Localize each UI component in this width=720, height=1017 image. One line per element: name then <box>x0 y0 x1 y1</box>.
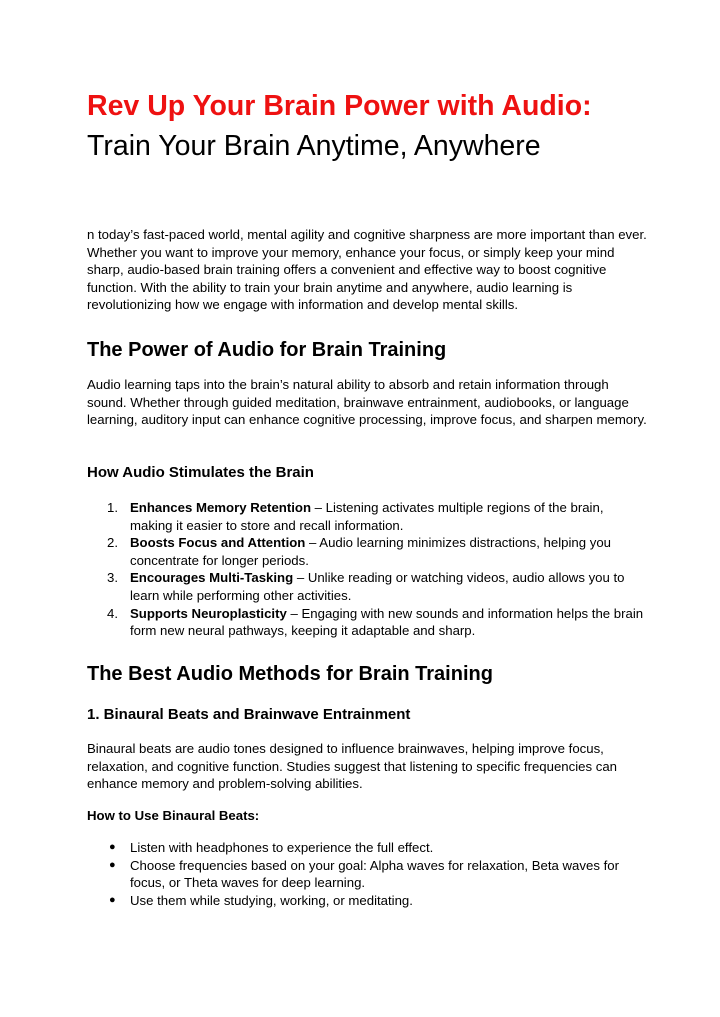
document-page <box>87 86 647 908</box>
title-accent: Rev Up Your Brain Power with Audio: <box>87 90 592 122</box>
title-rest: Train Your Brain Anytime, Anywhere <box>87 130 541 162</box>
bullet-icon: ● <box>109 841 116 853</box>
list-item-text: – Listening activates multiple regions of the brain, making it easier to store and recall information. <box>130 500 604 533</box>
list-item-title: Enhances Memory Retention <box>130 500 311 515</box>
intro-paragraph: n today’s fast-paced world, mental agility and cognitive sharpness are more important than ever. Whether you want to improve your memory, enhance your focus, or simply keep your mind sharp, audio-based brain training offers a convenient and effective way to boost cognitive function. With the ability to train your brain anytime and anywhere, audio learning is revolutionizing how we engage with information and develop mental skills. <box>87 227 647 313</box>
list-item-text: Listen with headphones to experience the full effect. <box>130 840 434 855</box>
list-item <box>87 857 647 892</box>
list-item-number: 1. <box>107 500 118 515</box>
list-item-title: Supports Neuroplasticity <box>130 605 287 621</box>
list-item-title: Boosts Focus and Attention <box>130 535 306 551</box>
list-item-text: – Engaging with new sounds and information helps the brain form new neural pathways, keeping it adaptable and sharp. <box>130 605 644 639</box>
list-item <box>87 892 647 910</box>
binaural-paragraph: Binaural beats are audio tones designed to influence brainwaves, helping improve focus, relaxation, and cognitive function. Studies suggest that listening to specific frequencies can enhance memory and problem-solving abilities. <box>87 741 618 792</box>
subheading-binaural: 1. Binaural Beats and Brainwave Entrainment <box>87 706 411 723</box>
bullet-icon: ● <box>109 893 116 906</box>
list-item-number: 3. <box>107 570 118 586</box>
list-item <box>87 569 647 604</box>
list-item-number: 2. <box>107 535 118 551</box>
benefits-list <box>87 499 647 640</box>
subheading-how-audio: How Audio Stimulates the Brain <box>87 464 314 481</box>
list-item-text: Choose frequencies based on your goal: Alpha waves for relaxation, Beta waves for focus, or Theta waves for deep learning. <box>130 857 619 891</box>
list-item-number: 4. <box>107 605 118 621</box>
list-item <box>87 605 647 640</box>
section-heading-methods: The Best Audio Methods for Brain Training <box>87 663 493 685</box>
page-title <box>87 86 647 166</box>
bullet-icon: ● <box>109 858 116 871</box>
section-power-paragraph: Audio learning taps into the brain’s natural ability to absorb and retain information through sound. Whether through guided meditation, brainwave entrainment, audiobooks, or language learning, auditory input can enhance cognitive processing, improve focus, and sharpen memory. <box>87 377 647 428</box>
list-item-text: – Unlike reading or watching videos, audio allows you to learn while performing other activities. <box>130 570 625 603</box>
section-heading-power: The Power of Audio for Brain Training <box>87 339 447 361</box>
tips-list <box>87 839 647 909</box>
list-item <box>87 534 647 569</box>
list-item-text: Use them while studying, working, or meditating. <box>130 892 413 908</box>
list-item-title: Encourages Multi-Tasking <box>130 570 294 586</box>
howto-heading: How to Use Binaural Beats: <box>87 808 260 823</box>
list-item <box>87 839 647 857</box>
list-item <box>87 499 647 534</box>
list-item-text: – Audio learning minimizes distractions, helping you concentrate for longer periods. <box>130 535 612 568</box>
